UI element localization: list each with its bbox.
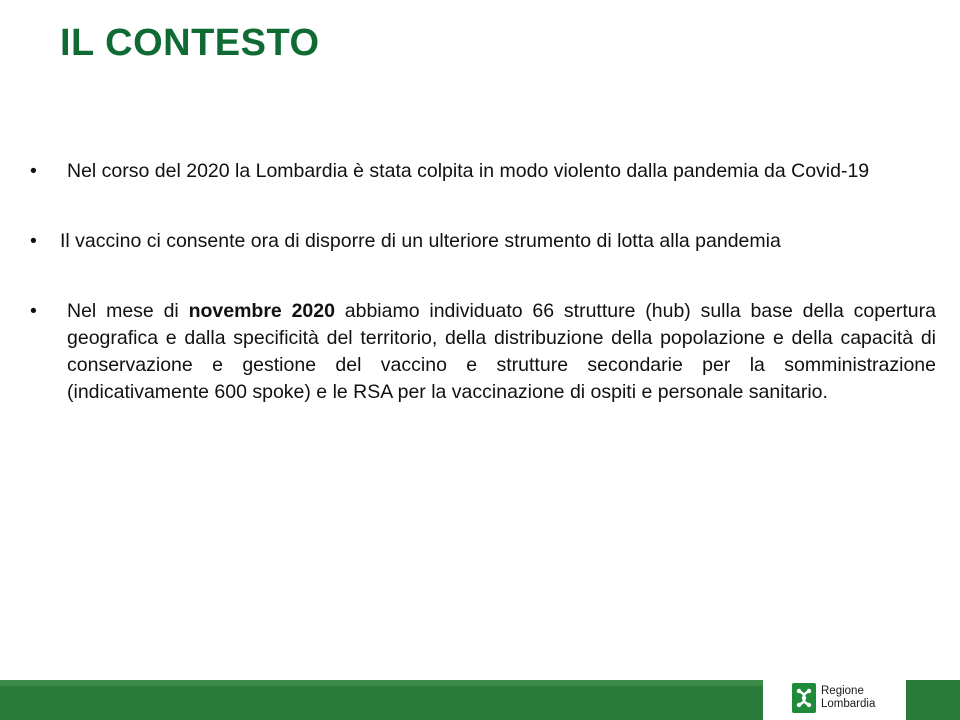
logo-line-1: Regione xyxy=(821,685,864,697)
slide-title: IL CONTESTO xyxy=(60,22,320,64)
bullet-text-start: Nel mese di xyxy=(67,300,189,322)
bullet-text-end: abbiamo individuato 66 strutture (hub) sulla base della copertura geografica e dalla specificità del territorio, della distribuzione della popolazione e della capacità di conservazione e gestione del vaccino e strutture secondarie per la somministrazione (indicativamente 600 spoke) e le RSA per la vaccinazione di ospiti e personale sanitario. xyxy=(67,300,936,403)
bullet-text xyxy=(67,298,936,406)
footer-bar-left xyxy=(0,680,763,720)
footer-bar-right xyxy=(906,680,960,720)
logo-line-2: Lombardia xyxy=(821,698,876,710)
bullet-text: Nel corso del 2020 la Lombardia è stata colpita in modo violento dalla pandemia da Covid-19 xyxy=(67,160,870,182)
logo-text xyxy=(821,685,875,711)
bullet-marker: • xyxy=(30,300,37,322)
bullet-text-bold: novembre 2020 xyxy=(188,300,335,322)
bullet-text: Il vaccino ci consente ora di disporre di un ulteriore strumento di lotta alla pandemia xyxy=(60,230,781,252)
rosa-camuna-icon xyxy=(792,683,816,713)
bullet-item xyxy=(30,298,936,406)
bullet-item xyxy=(30,228,936,255)
bullet-list xyxy=(30,158,936,406)
bullet-marker: • xyxy=(30,160,37,182)
footer-bar-highlight xyxy=(0,680,763,686)
footer xyxy=(0,680,960,720)
bullet-item xyxy=(30,158,936,185)
regione-lombardia-logo xyxy=(792,683,875,713)
bullet-marker: • xyxy=(30,230,37,252)
